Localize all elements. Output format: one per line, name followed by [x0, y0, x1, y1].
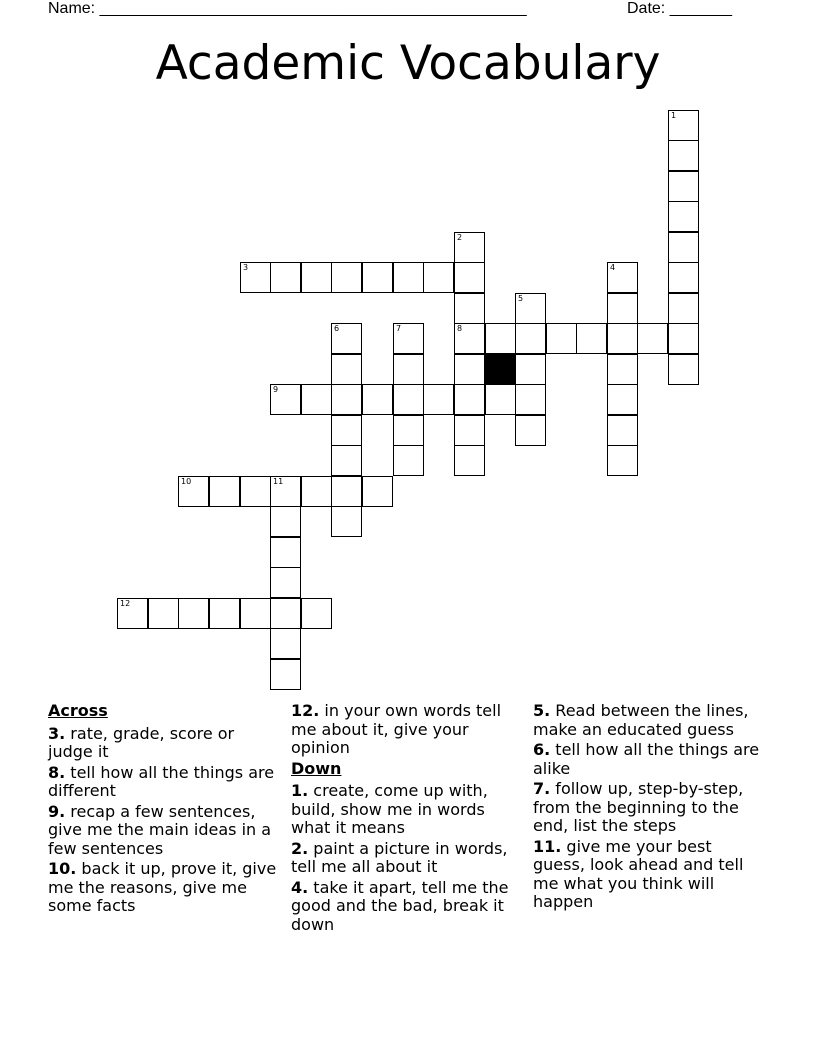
crossword-cell[interactable]	[393, 445, 424, 476]
name-field-label: Name: ________________________________________________	[48, 0, 527, 17]
clue-number: 9	[273, 385, 279, 394]
crossword-cell[interactable]	[668, 323, 699, 354]
clue-num: 8.	[48, 762, 66, 782]
crossword-cell[interactable]	[331, 262, 362, 293]
clue-number: 11	[273, 477, 284, 486]
crossword-cell[interactable]	[668, 354, 699, 385]
crossword-cell[interactable]	[668, 201, 699, 232]
crossword-cell[interactable]	[393, 262, 424, 293]
crossword-cell[interactable]	[117, 598, 148, 629]
crossword-cell[interactable]	[454, 293, 485, 324]
crossword-cell[interactable]	[485, 384, 516, 415]
crossword-cell[interactable]	[485, 323, 516, 354]
crossword-cell[interactable]	[331, 476, 362, 507]
clue-num: 5.	[533, 701, 551, 720]
clue-text: tell how all the things are alike	[533, 740, 760, 778]
crossword-cell[interactable]	[607, 323, 638, 354]
crossword-cell[interactable]	[515, 354, 546, 385]
clue-item	[291, 879, 521, 935]
clue-text: Read between the lines, make an educated guess	[533, 701, 749, 739]
clues-column-3	[533, 702, 763, 914]
crossword-cell[interactable]	[423, 384, 454, 415]
across-heading: Across	[48, 701, 108, 720]
crossword-cell[interactable]	[668, 110, 699, 141]
crossword-cell[interactable]	[331, 445, 362, 476]
clue-item	[533, 702, 763, 739]
crossword-cell[interactable]	[423, 262, 454, 293]
crossword-cell[interactable]	[668, 262, 699, 293]
clue-num: 3.	[48, 723, 66, 743]
crossword-cell[interactable]	[515, 384, 546, 415]
crossword-cell[interactable]	[454, 384, 485, 415]
clue-item	[48, 803, 278, 859]
crossword-cell[interactable]	[270, 476, 301, 507]
clue-text: paint a picture in words, tell me all about it	[291, 838, 508, 876]
crossword-cell[interactable]	[668, 171, 699, 202]
crossword-cell[interactable]	[607, 354, 638, 385]
crossword-cell[interactable]	[454, 415, 485, 446]
crossword-cell[interactable]	[668, 293, 699, 324]
crossword-cell[interactable]	[607, 415, 638, 446]
date-field-label: Date: _______	[627, 0, 732, 17]
clue-text: create, come up with, build, show me in words what it means	[291, 781, 488, 837]
crossword-cell[interactable]	[209, 476, 240, 507]
crossword-cell[interactable]	[148, 598, 179, 629]
crossword-cell[interactable]	[178, 476, 209, 507]
clue-text: follow up, step-by-step, from the beginning to the end, list the steps	[533, 779, 744, 835]
clue-number: 4	[610, 263, 616, 272]
clue-number: 5	[518, 294, 524, 303]
crossword-cell[interactable]	[637, 323, 668, 354]
crossword-cell[interactable]	[515, 293, 546, 324]
crossword-cell[interactable]	[454, 232, 485, 263]
crossword-cell[interactable]	[607, 293, 638, 324]
clues-column-2	[291, 702, 521, 936]
clue-num: 2.	[291, 838, 309, 858]
crossword-cell[interactable]	[240, 262, 271, 293]
crossword-cell[interactable]	[270, 598, 301, 629]
crossword-cell[interactable]	[607, 262, 638, 293]
clue-item	[533, 780, 763, 836]
crossword-cell[interactable]	[270, 537, 301, 568]
crossword-cell[interactable]	[270, 628, 301, 659]
clue-text: in your own words tell me about it, give your opinion	[291, 701, 502, 757]
clue-item	[291, 782, 521, 838]
clue-text: take it apart, tell me the good and the bad, break it down	[291, 877, 509, 934]
crossword-cell[interactable]	[393, 415, 424, 446]
clue-number: 1	[671, 111, 677, 120]
crossword-cell[interactable]	[393, 384, 424, 415]
clue-item	[48, 860, 278, 916]
clue-number: 8	[457, 324, 463, 333]
clue-number: 12	[120, 599, 131, 608]
clue-item	[48, 725, 278, 762]
clue-item	[533, 741, 763, 778]
crossword-cell[interactable]	[331, 506, 362, 537]
clue-num: 1.	[291, 781, 309, 800]
clue-number: 7	[396, 324, 402, 333]
clue-num: 9.	[48, 801, 66, 821]
crossword-cell[interactable]	[393, 323, 424, 354]
clue-text: tell how all the things are different	[48, 762, 275, 800]
crossword-cell[interactable]	[607, 445, 638, 476]
crossword-cell[interactable]	[301, 476, 332, 507]
crossword-cell[interactable]	[331, 323, 362, 354]
clue-item	[291, 840, 521, 877]
crossword-cell[interactable]	[270, 659, 301, 690]
clue-item	[291, 702, 521, 758]
clue-number: 2	[457, 233, 463, 242]
crossword-cell[interactable]	[454, 354, 485, 385]
crossword-cell[interactable]	[209, 598, 240, 629]
page-title: Academic Vocabulary	[155, 36, 661, 91]
clue-item	[48, 764, 278, 801]
crossword-cell[interactable]	[362, 476, 393, 507]
clue-number: 6	[334, 324, 340, 333]
crossword-cell[interactable]	[301, 598, 332, 629]
clue-text: back it up, prove it, give me the reasons, give me some facts	[48, 859, 277, 915]
clue-num: 12.	[291, 701, 320, 720]
crossword-cell[interactable]	[270, 506, 301, 537]
crossword-cell[interactable]	[546, 323, 577, 354]
crossword-cell[interactable]	[301, 262, 332, 293]
clues-column-1	[48, 702, 278, 918]
clue-num: 4.	[291, 877, 309, 897]
crossword-cell[interactable]	[362, 384, 393, 415]
crossword-cell[interactable]	[331, 384, 362, 415]
crossword-cell[interactable]	[362, 262, 393, 293]
crossword-cell[interactable]	[331, 354, 362, 385]
clue-number: 3	[243, 263, 249, 272]
crossword-cell[interactable]	[178, 598, 209, 629]
crossword-cell[interactable]	[270, 567, 301, 598]
clue-item	[533, 838, 763, 912]
crossword-cell[interactable]	[454, 262, 485, 293]
crossword-cell[interactable]	[270, 262, 301, 293]
crossword-cell[interactable]	[331, 415, 362, 446]
crossword-cell[interactable]	[668, 140, 699, 171]
clue-text: rate, grade, score or judge it	[48, 723, 235, 761]
down-heading: Down	[291, 758, 342, 778]
crossword-cell[interactable]	[301, 384, 332, 415]
blocked-cell	[485, 354, 516, 385]
crossword-cell[interactable]	[454, 323, 485, 354]
clue-num: 11.	[533, 836, 562, 856]
crossword-cell[interactable]	[454, 445, 485, 476]
clue-text: give me your best guess, look ahead and tell me what you think will happen	[533, 836, 744, 911]
crossword-cell[interactable]	[270, 384, 301, 415]
crossword-cell[interactable]	[576, 323, 607, 354]
crossword-cell[interactable]	[668, 232, 699, 263]
crossword-cell[interactable]	[607, 384, 638, 415]
clue-num: 7.	[533, 779, 551, 798]
crossword-cell[interactable]	[515, 415, 546, 446]
crossword-cell[interactable]	[393, 354, 424, 385]
clue-num: 6.	[533, 740, 551, 759]
clue-text: recap a few sentences, give me the main ideas in a few sentences	[48, 801, 272, 858]
crossword-cell[interactable]	[240, 598, 271, 629]
clue-num: 10.	[48, 859, 77, 878]
crossword-cell[interactable]	[515, 323, 546, 354]
clue-number: 10	[181, 477, 192, 486]
crossword-cell[interactable]	[240, 476, 271, 507]
